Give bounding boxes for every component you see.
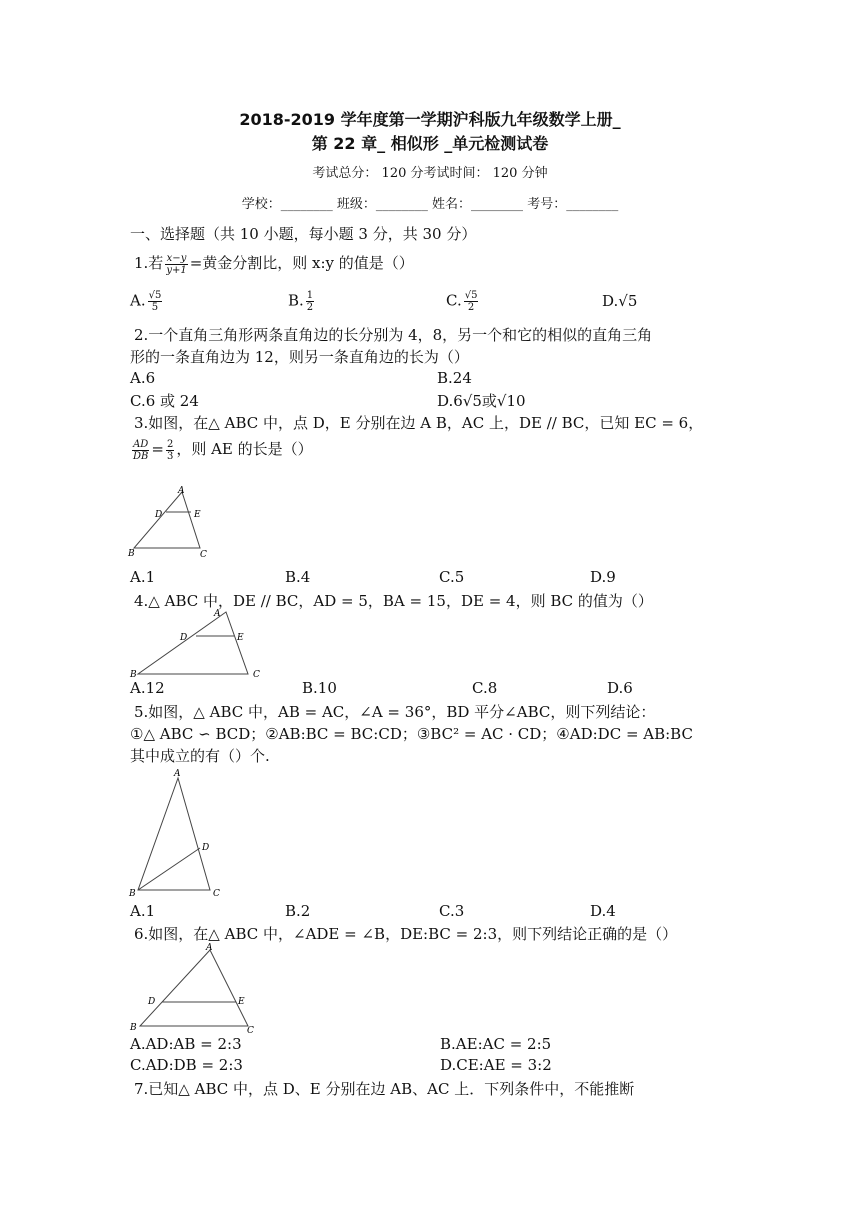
- q4-option-c: C.8: [472, 679, 498, 697]
- q5-option-c: C.3: [439, 902, 465, 920]
- q2-line2: 形的一条直角边为 12，则另一条直角边的长为（）: [130, 348, 469, 366]
- student-info: 学校：________ 班级：________ 姓名：________ 考号：________: [241, 197, 619, 212]
- q3-triangle-figure: [126, 484, 216, 564]
- q2-option-c: C.6 或 24: [130, 392, 199, 410]
- q6-line1: 6.如图，在△ ABC 中，∠ADE = ∠B，DE:BC = 2:3，则下列结论正确的是（）: [134, 925, 678, 943]
- q4-label-c: C: [253, 670, 260, 680]
- q3-line2: $\frac{AD}{DB}$ = $\frac{2}{3}$ ，则 AE 的长是（）: [133, 438, 313, 462]
- q5-triangle-figure: [126, 766, 236, 900]
- section-heading: 一、选择题（共 10 小题，每小题 3 分，共 30 分）: [130, 225, 477, 243]
- q3-option-a: A.1: [130, 568, 156, 586]
- q6-triangle-figure: [126, 938, 266, 1034]
- q6-label-b: B: [130, 1023, 137, 1033]
- q5-line1: 5.如图，△ ABC 中，AB = AC，∠A = 36°，BD 平分∠ABC，则下列结论：: [134, 703, 656, 721]
- q3-label-b: B: [128, 549, 135, 559]
- q3-option-d: D.9: [590, 568, 616, 586]
- q4-triangle-figure: [126, 606, 276, 682]
- q1-option-b: B. $\frac{1}{2}$: [288, 290, 314, 313]
- q3-line1: 3.如图，在△ ABC 中，点 D，E 分别在边 A B，AC 上，DE // BC，已知 EC = 6，: [134, 414, 704, 432]
- q6-label-e: E: [238, 997, 245, 1007]
- q5-label-a: A: [174, 769, 181, 779]
- q5-label-d: D: [202, 843, 210, 853]
- q6-label-d: D: [148, 997, 156, 1007]
- q4-line1: 4.△ ABC 中，DE // BC，AD = 5，BA = 15，DE = 4，则 BC 的值为（）: [134, 592, 653, 610]
- q5-option-b: B.2: [285, 902, 311, 920]
- doc-title-line1: 2018-2019 学年度第一学期沪科版九年级数学上册_: [239, 110, 621, 129]
- q4-label-d: D: [180, 633, 188, 643]
- q5-option-d: D.4: [590, 902, 616, 920]
- q1-post: =黄金分割比，则 x:y 的值是（）: [189, 254, 414, 272]
- q4-option-b: B.10: [302, 679, 337, 697]
- q3-label-d: D: [155, 510, 163, 520]
- q2-line1: 2.一个直角三角形两条直角边的长分别为 4，8，另一个和它的相似的直角三角: [134, 326, 653, 344]
- q5-label-b: B: [129, 889, 136, 899]
- q2-option-b: B.24: [437, 369, 472, 387]
- q6-option-b: B.AE:AC = 2:5: [440, 1035, 552, 1053]
- q7-line1: 7.已知△ ABC 中，点 D、E 分别在边 AB、AC 上．下列条件中，不能推断: [134, 1080, 635, 1098]
- q6-option-c: C.AD:DB = 2:3: [130, 1056, 243, 1074]
- q3-option-c: C.5: [439, 568, 465, 586]
- q6-label-a: A: [206, 943, 213, 953]
- q4-label-e: E: [237, 633, 244, 643]
- q1-fraction: $\frac{x-y}{y+1}$: [166, 252, 187, 276]
- q5-line2: ①△ ABC ∽ BCD；②AB:BC = BC:CD；③BC² = AC · CD；④AD:DC = AB:BC: [130, 725, 693, 743]
- q3-option-b: B.4: [285, 568, 311, 586]
- q2-option-a: A.6: [130, 369, 156, 387]
- question-1: [134, 252, 414, 276]
- q6-option-d: D.CE:AE = 3:2: [440, 1056, 552, 1074]
- q1-pre: 1.若: [134, 254, 164, 272]
- q2-option-d: D.6√5或√10: [437, 392, 526, 410]
- q4-option-d: D.6: [607, 679, 633, 697]
- q3-label-c: C: [200, 550, 207, 560]
- q6-option-a: A.AD:AB = 2:3: [130, 1035, 242, 1053]
- q5-option-a: A.1: [130, 902, 156, 920]
- q5-line3: 其中成立的有（）个.: [130, 747, 270, 765]
- exam-info: 考试总分： 120 分考试时间： 120 分钟: [312, 166, 548, 181]
- q4-label-b: B: [130, 670, 137, 680]
- q1-option-d: D.√5: [602, 292, 638, 310]
- q3-label-a: A: [178, 486, 185, 496]
- q1-option-a: A. $\frac{√5}{5}$: [130, 290, 162, 313]
- doc-title-line2: 第 22 章_ 相似形 _单元检测试卷: [311, 134, 549, 153]
- q6-label-c: C: [247, 1026, 254, 1034]
- q4-option-a: A.12: [130, 679, 165, 697]
- q4-label-a: A: [214, 609, 221, 619]
- q1-option-c: C. $\frac{√5}{2}$: [446, 290, 478, 313]
- q3-label-e: E: [194, 510, 201, 520]
- q5-label-c: C: [213, 889, 220, 899]
